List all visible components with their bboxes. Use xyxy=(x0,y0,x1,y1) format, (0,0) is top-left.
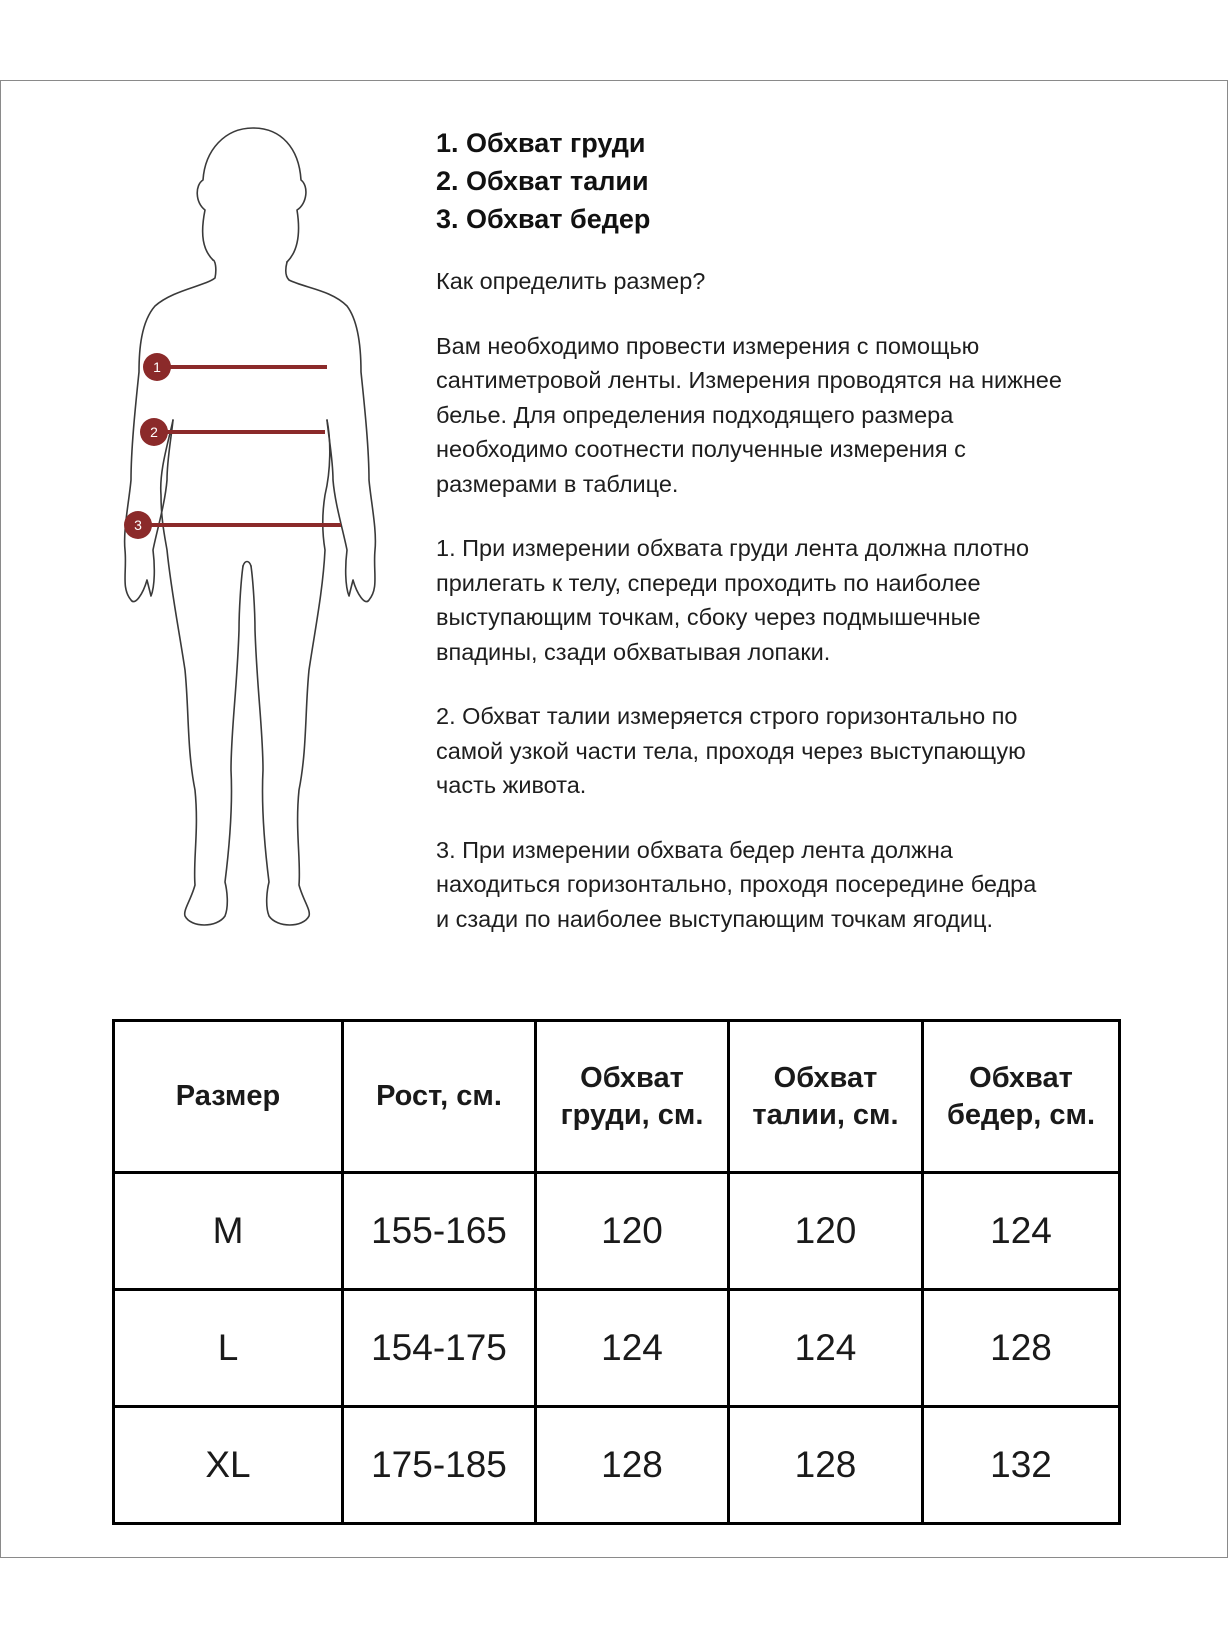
cell-size: L xyxy=(114,1290,343,1407)
cell-waist: 124 xyxy=(729,1290,923,1407)
table-header-row xyxy=(114,1021,1120,1173)
cell-chest: 124 xyxy=(536,1290,729,1407)
cell-height: 155-165 xyxy=(343,1173,536,1290)
table-row xyxy=(114,1290,1120,1407)
header-hips: Обхват бедер, см. xyxy=(923,1021,1120,1173)
cell-chest: 120 xyxy=(536,1173,729,1290)
intro-paragraph: Вам необходимо провести измерения с помощью сантиметровой ленты. Измерения проводятся на нижнее белье. Для определения подходящего размера необходимо соотнести полученные измерения с размерами в таблице. xyxy=(436,332,1062,497)
measure-list xyxy=(436,124,1176,238)
measure-chest-heading: 1. Обхват груди xyxy=(436,128,646,158)
waist-note: 2. Обхват талии измеряется строго горизонтально по самой узкой части тела, проходя через выступающую часть живота. xyxy=(436,703,1026,798)
marker-3 xyxy=(124,511,152,539)
svg-text:3: 3 xyxy=(134,517,142,533)
hips-note: 3. При измерении обхвата бедер лента должна находиться горизонтально, проходя посередине бедра и сзади по наиболее выступающим точкам ягодиц. xyxy=(436,836,1037,932)
header-height: Рост, см. xyxy=(343,1021,536,1173)
body-outline-illustration xyxy=(95,110,395,980)
header-waist: Обхват талии, см. xyxy=(729,1021,923,1173)
marker-2 xyxy=(140,418,168,446)
svg-text:1: 1 xyxy=(153,359,161,375)
svg-text:2: 2 xyxy=(150,424,158,440)
table-row xyxy=(114,1173,1120,1290)
cell-hips: 128 xyxy=(923,1290,1120,1407)
cell-chest: 128 xyxy=(536,1407,729,1524)
cell-size: M xyxy=(114,1173,343,1290)
body-figure xyxy=(95,110,395,980)
instructions xyxy=(436,124,1176,936)
cell-hips: 124 xyxy=(923,1173,1120,1290)
header-chest: Обхват груди, см. xyxy=(536,1021,729,1173)
chest-note: 1. При измерении обхвата груди лента должна плотно прилегать к телу, спереди проходить по наиболее выступающим точкам, сбоку через подмышечные впадины, сзади обхватывая лопаки. xyxy=(436,535,1030,665)
cell-size: XL xyxy=(114,1407,343,1524)
table-row xyxy=(114,1407,1120,1524)
cell-hips: 132 xyxy=(923,1407,1120,1524)
size-table xyxy=(112,1019,1121,1525)
cell-height: 175-185 xyxy=(343,1407,536,1524)
cell-waist: 120 xyxy=(729,1173,923,1290)
measure-waist-heading: 2. Обхват талии xyxy=(436,166,649,196)
measure-hips-heading: 3. Обхват бедер xyxy=(436,204,651,234)
cell-waist: 128 xyxy=(729,1407,923,1524)
header-size: Размер xyxy=(114,1021,343,1173)
question-text: Как определить размер? xyxy=(436,268,706,294)
marker-1 xyxy=(143,353,171,381)
cell-height: 154-175 xyxy=(343,1290,536,1407)
